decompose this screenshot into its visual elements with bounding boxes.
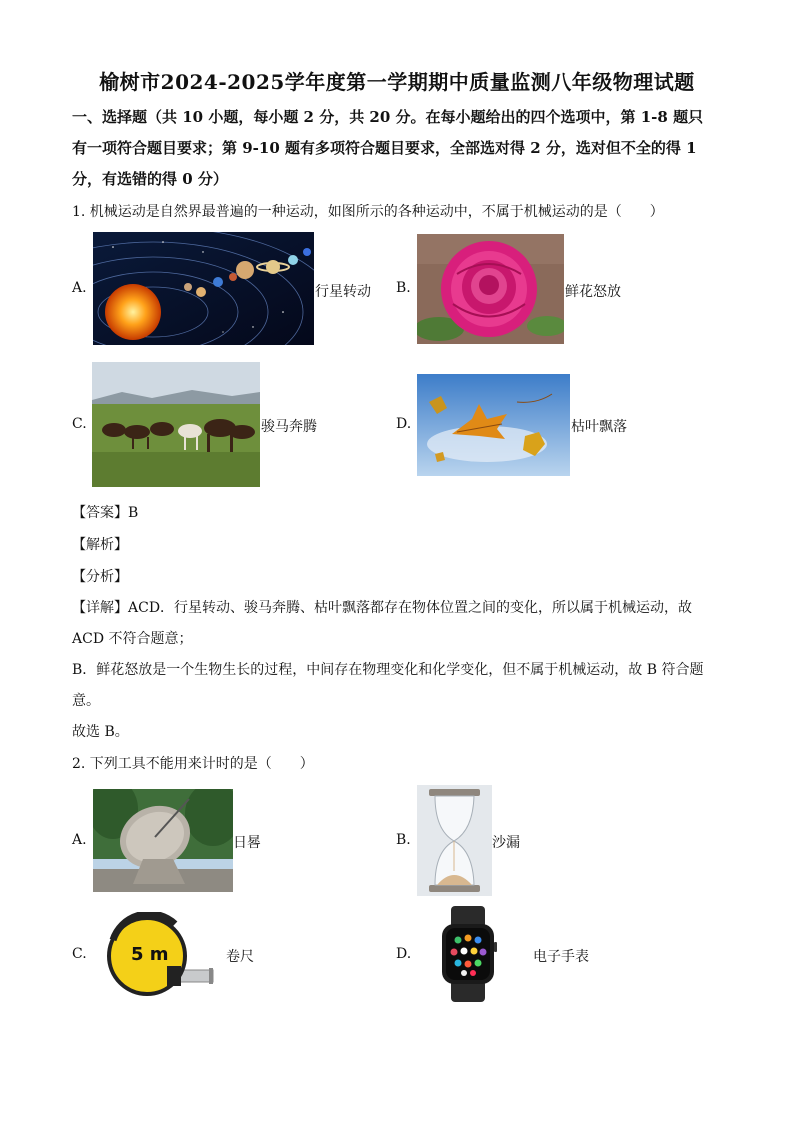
horses-image: [92, 362, 260, 487]
q1-option-a-letter: A.: [72, 280, 87, 296]
q2-option-b-letter: B.: [396, 832, 411, 848]
rose-image: [417, 234, 564, 344]
detail-line-1: 【详解】ACD．行星转动、骏马奔腾、枯叶飘落都存在物体位置之间的变化，所以属于机械运动，故: [72, 600, 693, 616]
section-line-2: 有一项符合题目要求；第 9-10 题有多项符合题目要求，全部选对得 2 分，选对但不全的得 1: [72, 139, 697, 157]
q2-option-c-letter: C.: [72, 946, 87, 962]
q2-option-c-label: 卷尺: [226, 949, 254, 965]
question-1-stem: 1. 机械运动是自然界最普遍的一种运动，如图所示的各种运动中，不属于机械运动的是（ ）: [72, 204, 664, 220]
q1-option-b-label: 鲜花怒放: [565, 284, 621, 300]
falling-leaves-image: [417, 374, 570, 476]
q1-option-c-letter: C.: [72, 416, 87, 432]
sundial-image: [93, 789, 233, 892]
detail-line-4: 意。: [72, 693, 100, 709]
solar-system-image: [93, 232, 314, 345]
q1-option-d-label: 枯叶飘落: [571, 419, 627, 435]
detail-line-2: ACD 不符合题意；: [72, 631, 193, 647]
answer-label: 【答案】B: [72, 505, 139, 521]
q2-option-a-label: 日晷: [233, 835, 261, 851]
detail-line-3: B．鲜花怒放是一个生物生长的过程，中间存在物理变化和化学变化，但不属于机械运动，故 B 符合题: [72, 662, 704, 678]
q1-option-a-label: 行星转动: [315, 284, 371, 300]
q2-option-a-letter: A.: [72, 832, 87, 848]
question-2-stem: 2. 下列工具不能用来计时的是（ ）: [72, 756, 314, 772]
section-line-1: 一、选择题（共 10 小题，每小题 2 分，共 20 分。在每小题给出的四个选项中，第 1-8 题只: [72, 108, 704, 126]
q2-option-d-letter: D.: [396, 946, 412, 962]
conclusion: 故选 B。: [72, 724, 129, 740]
tape-measure-image: [105, 912, 215, 998]
q1-option-b-letter: B.: [396, 280, 411, 296]
fenxi-label: 【分析】: [72, 569, 128, 585]
section-instructions: [72, 102, 732, 195]
page-title: 榆树市2024-2025学年度第一学期期中质量监测八年级物理试题: [99, 70, 695, 94]
hourglass-image: [417, 785, 492, 896]
q2-option-b-label: 沙漏: [492, 835, 520, 851]
section-line-3: 分，有选错的得 0 分）: [72, 170, 228, 188]
jiexi-label: 【解析】: [72, 537, 128, 553]
q2-option-d-label: 电子手表: [533, 949, 589, 965]
tape-measure-mark: 5 m: [131, 944, 169, 965]
q1-option-d-letter: D.: [396, 416, 412, 432]
q1-option-c-label: 骏马奔腾: [261, 419, 317, 435]
smartwatch-image: [438, 906, 498, 1002]
